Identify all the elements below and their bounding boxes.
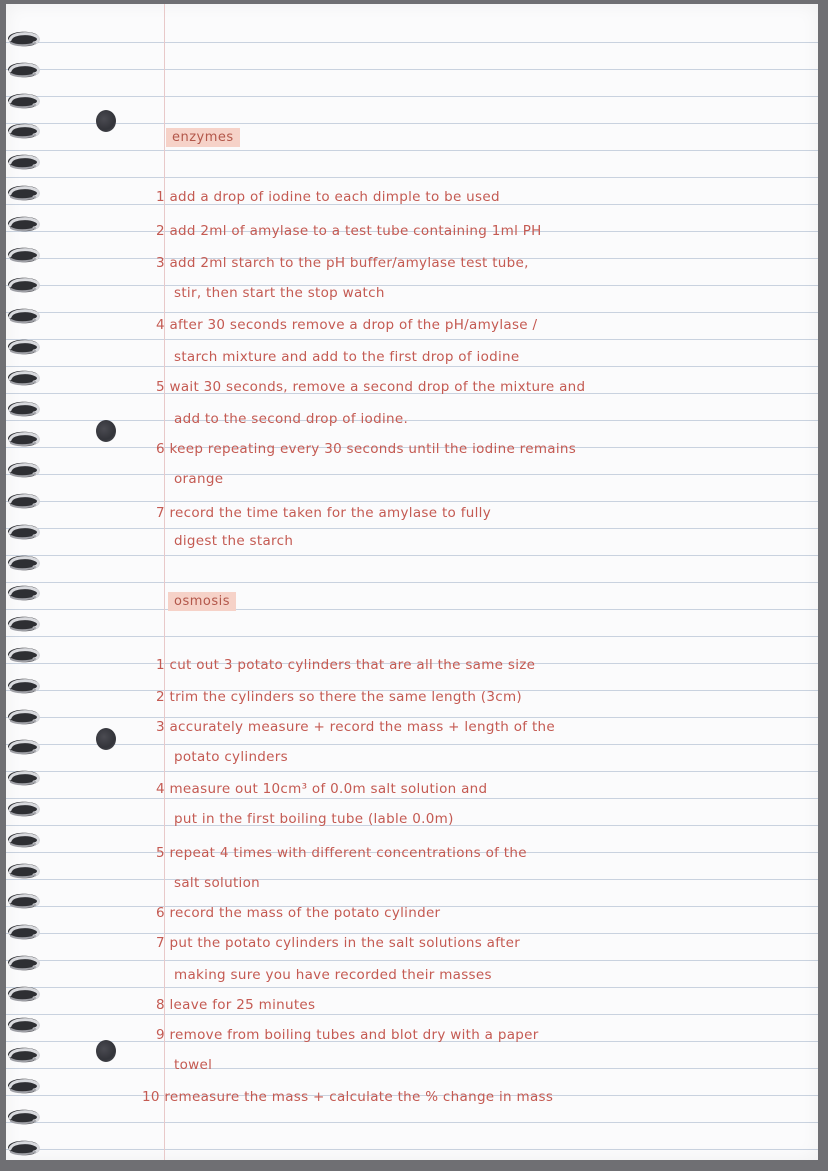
spiral-coil: [6, 490, 42, 512]
spiral-coil: [6, 59, 42, 81]
note-line: add to the second drop of iodine.: [174, 411, 409, 427]
note-line: making sure you have recorded their masses: [174, 967, 492, 983]
note-line: 9 remove from boiling tubes and blot dry with a paper: [156, 1027, 539, 1043]
punch-hole: [96, 420, 116, 442]
spiral-coil: [6, 552, 42, 574]
punch-hole: [96, 728, 116, 750]
spiral-coil: [6, 767, 42, 789]
spiral-coil: [6, 305, 42, 327]
margin-line: [164, 4, 165, 1160]
spiral-coil: [6, 398, 42, 420]
note-line: 4 measure out 10cm³ of 0.0m salt solution and: [156, 781, 488, 797]
spiral-coil: [6, 1044, 42, 1066]
spiral-coil: [6, 244, 42, 266]
section-heading-enzymes: enzymes: [166, 128, 240, 147]
note-line: 5 repeat 4 times with different concentrations of the: [156, 845, 527, 861]
spiral-coil: [6, 274, 42, 296]
spiral-coil: [6, 182, 42, 204]
spiral-coil: [6, 983, 42, 1005]
note-line: 7 put the potato cylinders in the salt solutions after: [156, 935, 521, 951]
note-line: 5 wait 30 seconds, remove a second drop of the mixture and: [156, 379, 586, 395]
spiral-coil: [6, 706, 42, 728]
note-line: potato cylinders: [174, 749, 288, 765]
notebook-page: [6, 4, 818, 1160]
note-line: 2 add 2ml of amylase to a test tube containing 1ml PH: [156, 223, 542, 239]
spiral-coil: [6, 860, 42, 882]
spiral-coil: [6, 1014, 42, 1036]
note-line: digest the starch: [174, 533, 294, 549]
spiral-coil: [6, 28, 42, 50]
spiral-coil: [6, 151, 42, 173]
note-line: salt solution: [174, 875, 261, 891]
spiral-coil: [6, 613, 42, 635]
note-line: 10 remeasure the mass + calculate the % change in mass: [142, 1089, 554, 1105]
note-line: 1 add a drop of iodine to each dimple to be used: [156, 189, 500, 205]
spiral-coil: [6, 952, 42, 974]
spiral-coil: [6, 1106, 42, 1128]
spiral-coil: [6, 829, 42, 851]
spiral-coil: [6, 213, 42, 235]
note-line: 3 accurately measure + record the mass + length of the: [156, 719, 556, 735]
note-line: 8 leave for 25 minutes: [156, 997, 316, 1013]
spiral-coil: [6, 90, 42, 112]
spiral-coil: [6, 367, 42, 389]
spiral-coil: [6, 336, 42, 358]
note-line: 6 keep repeating every 30 seconds until the iodine remains: [156, 441, 577, 457]
note-line: orange: [174, 471, 224, 487]
note-line: stir, then start the stop watch: [174, 285, 385, 301]
spiral-coil: [6, 582, 42, 604]
spiral-coil: [6, 120, 42, 142]
spiral-coil: [6, 521, 42, 543]
spiral-coil: [6, 459, 42, 481]
spiral-coil: [6, 921, 42, 943]
spiral-coil: [6, 1137, 42, 1159]
spiral-coil: [6, 736, 42, 758]
punch-hole: [96, 110, 116, 132]
note-line: 6 record the mass of the potato cylinder: [156, 905, 441, 921]
note-line: 7 record the time taken for the amylase to fully: [156, 505, 491, 521]
note-line: 4 after 30 seconds remove a drop of the pH/amylase /: [156, 317, 538, 333]
note-line: towel: [174, 1057, 213, 1073]
note-line: 2 trim the cylinders so there the same length (3cm): [156, 689, 522, 705]
note-line: 3 add 2ml starch to the pH buffer/amylase test tube,: [156, 255, 529, 271]
spiral-coil: [6, 675, 42, 697]
spiral-coil: [6, 644, 42, 666]
spiral-coil: [6, 798, 42, 820]
spiral-coil: [6, 1075, 42, 1097]
note-line: starch mixture and add to the first drop of iodine: [174, 349, 520, 365]
spiral-coil: [6, 890, 42, 912]
spiral-coil: [6, 428, 42, 450]
note-line: 1 cut out 3 potato cylinders that are all the same size: [156, 657, 536, 673]
section-heading-osmosis: osmosis: [168, 592, 236, 611]
note-line: put in the first boiling tube (lable 0.0m): [174, 811, 454, 827]
punch-hole: [96, 1040, 116, 1062]
